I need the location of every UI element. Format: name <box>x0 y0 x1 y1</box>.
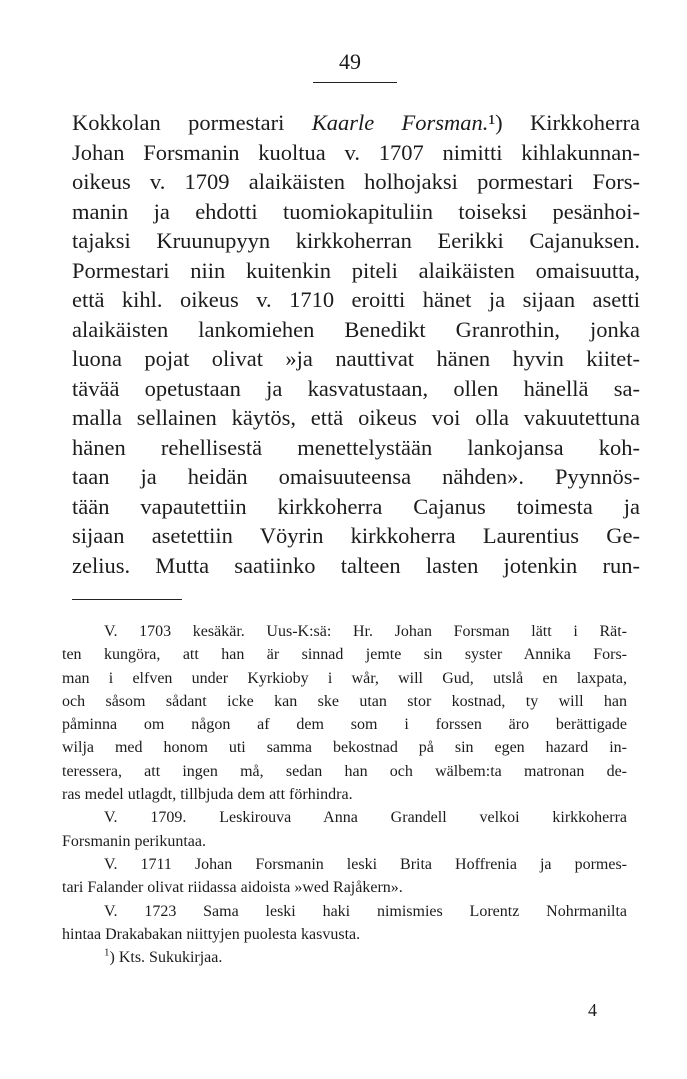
text-line: tajaksi Kruunupyyn kirkkoherran Eerikki Cajanuksen. <box>72 228 640 253</box>
text-line: luona pojat olivat »ja nauttivat hänen hyvin kiitet- <box>72 346 640 371</box>
note-line: V. 1711 Johan Forsmanin leski Brita Hoffrenia ja pormes- <box>104 855 627 873</box>
text-line: sijaan asetettiin Vöyrin kirkkoherra Laurentius Ge- <box>72 523 640 548</box>
text-line: taan ja heidän omaisuuteensa nähden». Pyynnös- <box>72 464 640 489</box>
note-line: och såsom sådant icke kan ske utan stor kostnad, ty will han <box>62 692 627 710</box>
footnote-marker: 1 <box>104 946 110 959</box>
page-number: 49 <box>339 49 361 74</box>
text-line: zelius. Mutta saatiinko talteen lasten jotenkin run- <box>72 552 640 578</box>
note-line: man i elfven under Kyrkioby i wår, will Gud, utslå en laxpata, <box>62 669 627 687</box>
note-line: påminna om någon af dem som i forssen äro berättigade <box>62 716 627 734</box>
footnote-text: ) Kts. Sukukirjaa. <box>109 949 223 967</box>
text-line: tävää opetustaan ja kasvatustaan, ollen hänellä sa- <box>72 375 640 401</box>
text-line: että kihl. oikeus v. 1710 eroitti hänet ja sijaan asetti <box>72 287 640 312</box>
signature-mark: 4 <box>588 1000 597 1020</box>
note-line: hintaa Drakabakan niittyjen puolesta kasvusta. <box>62 925 361 943</box>
text-line: Johan Forsmanin kuoltua v. 1707 nimitti kihlakunnan- <box>72 139 640 165</box>
note-line: ten kungöra, att han är sinnad jemte sin syster Annika Fors- <box>62 646 627 664</box>
page-number-rule <box>313 82 397 83</box>
notes-section <box>62 620 627 969</box>
note-line: wilja med honom uti samma bekostnad på sin egen hazard in- <box>62 739 627 757</box>
text-line: oikeus v. 1709 alaikäisten holhojaksi pormestari Fors- <box>72 169 640 194</box>
footnote-separator <box>72 599 182 600</box>
text-line: alaikäisten lankomiehen Benedikt Granrothin, jonka <box>72 316 640 342</box>
footnote <box>62 946 627 969</box>
note-line: ras medel utlagdt, tillbjuda dem att förhindra. <box>62 786 353 804</box>
note-line: Forsmanin perikuntaa. <box>62 832 206 850</box>
note-line: V. 1709. Leskirouva Anna Grandell velkoi kirkkoherra <box>104 809 627 827</box>
note-line: V. 1703 kesäkär. Uus-K:sä: Hr. Johan Forsman lätt i Rät- <box>104 623 627 640</box>
text-line: hänen rehellisestä menettelystään lankojansa koh- <box>72 434 640 460</box>
main-text <box>72 108 640 580</box>
text-line: malla sellainen käytös, että oikeus voi olla vakuutettuna <box>72 405 640 430</box>
note-line: V. 1723 Sama leski haki nimismies Lorentz Nohrmanilta <box>104 902 627 920</box>
note-line: tari Falander olivat riidassa aidoista »wed Rajåkern». <box>62 879 403 897</box>
text-line: Kokkolan pormestari Kaarle Forsman.¹) Kirkkoherra <box>72 110 640 135</box>
text-line: Pormestari niin kuitenkin piteli alaikäisten omaisuutta, <box>72 257 640 283</box>
note-line: teressera, att ingen må, sedan han och wälbem:ta matronan de- <box>62 762 627 780</box>
text-line: manin ja ehdotti tuomiokapituliin toiseksi pesänhoi- <box>72 198 640 224</box>
text-line: tään vapautettiin kirkkoherra Cajanus toimesta ja <box>72 493 640 519</box>
